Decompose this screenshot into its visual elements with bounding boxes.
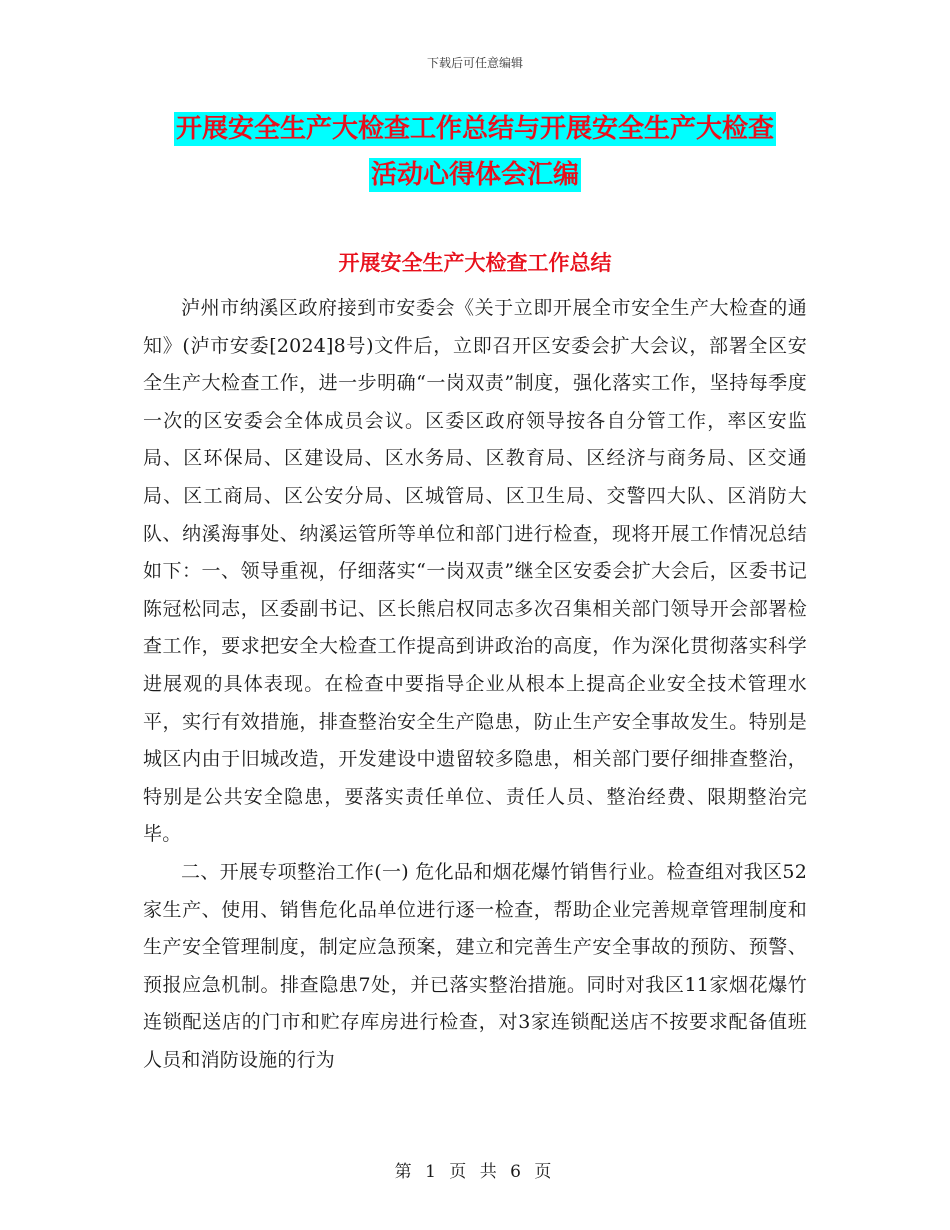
body-paragraph-2: 二、开展专项整治工作(一) 危化品和烟花爆竹销售行业。检查组对我区52家生产、使用、销售危化品单位进行逐一检查，帮助企业完善规章管理制度和生产安全管理制度，制定应急预案，建立和完善生产安全事故的预防、预警、预报应急机制。排查隐患7处，并已落实整治措施。同时对我区11家烟花爆竹连锁配送店的门市和贮存库房进行检查，对3家连锁配送店不按要求配备值班人员和消防设施的行为 — [143, 860, 807, 1071]
document-title-line-2: 活动心得体会汇编 — [370, 160, 579, 190]
body-paragraph-1: 泸州市纳溪区政府接到市安委会《关于立即开展全市安全生产大检查的通知》(泸市安委[2024]8号)文件后，立即召开区安委会扩大会议，部署全区安全生产大检查工作，进一步明确“一岗双责”制度，强化落实工作，坚持每季度一次的区安委会全体成员会议。区委区政府领导按各自分管工作，率区安监局、区环保局、区建设局、区水务局、区教育局、区经济与商务局、区交通局、区工商局、区公安分局、区城管局、区卫生局、交警四大队、区消防大队、纳溪海事处、纳溪运管所等单位和部门进行检查，现将开展工作情况总结如下：一、领导重视，仔细落实“一岗双责”继全区安委会扩大会后，区委书记陈冠松同志，区委副书记、区长熊启权同志多次召集相关部门领导开会部署检查工作，要求把安全大检查工作提高到讲政治的高度，作为深化贯彻落实科学进展观的具体表现。在检查中要指导企业从根本上提高企业安全技术管理水平，实行有效措施，排查整治安全生产隐患，防止生产安全事故发生。特别是城区内由于旧城改造，开发建设中遗留较多隐患，相关部门要仔细排查整治，特别是公共安全隐患，要落实责任单位、责任人员、整治经费、限期整治完毕。 — [143, 297, 807, 846]
page-number-footer: 第 1 页 共 6 页 — [394, 1162, 556, 1182]
document-body — [143, 290, 807, 1079]
header-note: 下载后可任意编辑 — [426, 56, 523, 70]
section-title: 开展安全生产大检查工作总结 — [338, 251, 612, 275]
document-title — [145, 106, 805, 198]
document-title-line-1: 开展安全生产大检查工作总结与开展安全生产大检查 — [175, 114, 774, 144]
